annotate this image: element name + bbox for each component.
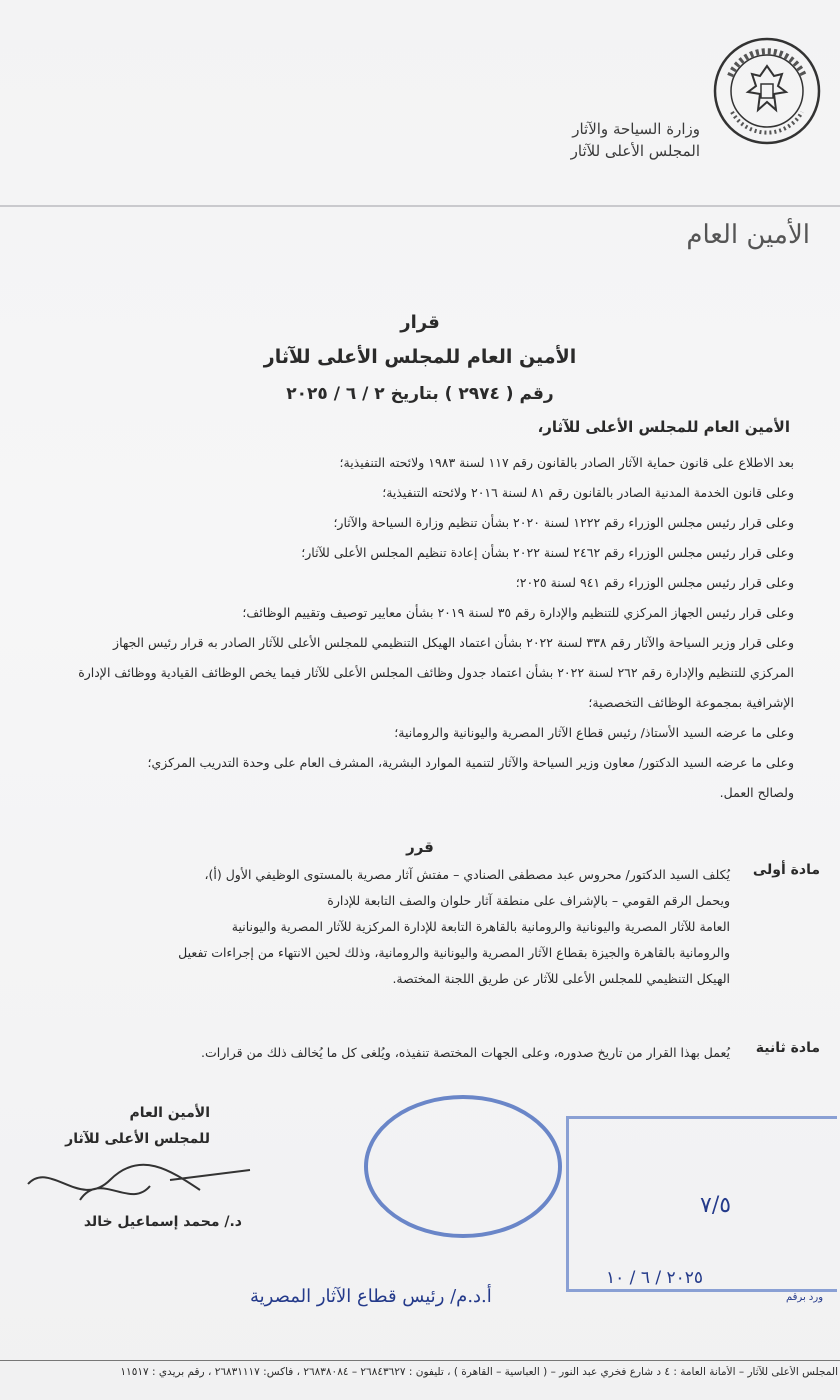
handwritten-date: ٢٠٢٥ / ٦ / ١٠ [606, 1268, 704, 1288]
list-item: وعلى قانون الخدمة المدنية الصادر بالقانون رقم ٨١ لسنة ٢٠١٦ ولائحته التنفيذية؛ [382, 485, 794, 500]
footer-address: المجلس الأعلى للآثار – الأمانة العامة : ٤ د شارع فخري عبد النور – ( العباسية – القاهرة ) ، تليفون : ٢٦٨٤٣٦٢٧ – ٢٦٨٣٨٠٨٤ ، فاكس: ٢٦٨٣١١١٧ ، رقم بريدي : ١١٥١٧ [120, 1366, 838, 1378]
list-item: وعلى قرار رئيس مجلس الوزراء رقم ٢٤٦٢ لسنة ٢٠٢٢ بشأن إعادة تنظيم المجلس الأعلى للآثار؛ [301, 545, 794, 560]
list-item: بعد الاطلاع على قانون حماية الآثار الصادر بالقانون رقم ١١٧ لسنة ١٩٨٣ ولائحته التنفيذية؛ [339, 455, 794, 470]
ministry-name: وزارة السياحة والآثار [572, 120, 700, 138]
decision-issuer: الأمين العام للمجلس الأعلى للآثار [263, 346, 577, 368]
signature-block [30, 1100, 210, 1152]
decided-word: قرر [406, 838, 434, 856]
list-item: ولصالح العمل. [719, 785, 794, 800]
office-stamp [364, 1095, 562, 1238]
letterhead-text [571, 118, 700, 162]
list-item: وعلى ما عرضه السيد الأستاذ/ رئيس قطاع الآثار المصرية واليونانية والرومانية؛ [394, 725, 794, 740]
council-name: المجلس الأعلى للآثار [570, 142, 700, 160]
list-item: وعلى قرار وزير السياحة والآثار رقم ٣٣٨ لسنة ٢٠٢٢ بشأن اعتماد الهيكل التنظيمي للمجلس الأعلى للآثار الصادر به قرار رئيس الجهاز [113, 635, 794, 650]
considerations-list [28, 448, 794, 808]
article-1-label: مادة أولى [752, 862, 820, 878]
paper-fold [0, 205, 840, 207]
list-item: المركزي للتنظيم والإدارة رقم ٢٦٢ لسنة ٢٠٢٢ بشأن اعتماد جدول وظائف المجلس الأعلى للآثار فيما يخص الوظائف القيادية ووظائف الإدارة [78, 665, 794, 680]
signature-subtitle: للمجلس الأعلى للآثار [65, 1131, 210, 1147]
article-1-body [20, 862, 730, 992]
list-item: الإشرافية بمجموعة الوظائف التخصصية؛ [588, 695, 794, 710]
list-item: وعلى قرار رئيس الجهاز المركزي للتنظيم والإدارة رقم ٣٥ لسنة ٢٠١٩ بشأن معايير توصيف وتقييم الوظائف؛ [242, 605, 794, 620]
ministry-logo-icon [712, 36, 822, 146]
article-2-label: مادة ثانية [755, 1040, 820, 1056]
list-item: وعلى قرار رئيس مجلس الوزراء رقم ٩٤١ لسنة ٢٠٢٥؛ [515, 575, 794, 590]
decision-number: رقم ( ٢٩٧٤ ) بتاريخ ٢ / ٦ / ٢٠٢٥ [286, 384, 554, 404]
list-item: وعلى ما عرضه السيد الدكتور/ معاون وزير السياحة والآثار لتنمية الموارد البشرية، المشرف العام على وحدة التدريب المركزي؛ [147, 755, 794, 770]
intro-line: الأمين العام للمجلس الأعلى للآثار، [537, 418, 790, 436]
article-2-body: يُعمل بهذا القرار من تاريخ صدوره، وعلى الجهات المختصة تنفيذه، ويُلغى كل ما يُخالف ذلك من قرارات. [201, 1045, 730, 1060]
article-1-line: ويحمل الرقم القومي – بالإشراف على منطقة آثار حلوان والصف التابعة للإدارة [327, 893, 730, 908]
received-label: ورد برقم [786, 1292, 824, 1303]
footer-divider [0, 1360, 840, 1361]
article-1-line: العامة للآثار المصرية واليونانية والرومانية بالقاهرة التابعة للإدارة المركزية للآثار المصرية واليونانية [231, 919, 730, 934]
article-1-line: والرومانية بالقاهرة والجيزة بقطاع الآثار المصرية واليونانية والرومانية، وذلك لحين الانتهاء من إجراءات تفعيل [178, 945, 730, 960]
article-1-line: الهيكل التنظيمي للمجلس الأعلى للآثار عن طريق اللجنة المختصة. [392, 971, 730, 986]
signatory-name: د./ محمد إسماعيل خالد [83, 1214, 242, 1230]
decision-word: قرار [400, 312, 440, 333]
handwritten-signature-icon [20, 1150, 260, 1220]
signature-title: الأمين العام [129, 1105, 210, 1121]
handwritten-note: ٧/٥ [700, 1193, 732, 1218]
list-item: وعلى قرار رئيس مجلس الوزراء رقم ١٢٢٢ لسنة ٢٠٢٠ بشأن تنظيم وزارة السياحة والآثار؛ [333, 515, 794, 530]
header-title: الأمين العام [686, 220, 810, 250]
handwritten-reference: أ.د.م/ رئيس قطاع الآثار المصرية [250, 1286, 492, 1307]
article-1-line: يُكلف السيد الدكتور/ محروس عبد مصطفى الصنادي – مفتش آثار مصرية بالمستوى الوظيفي الأول (أ)، [204, 867, 730, 882]
